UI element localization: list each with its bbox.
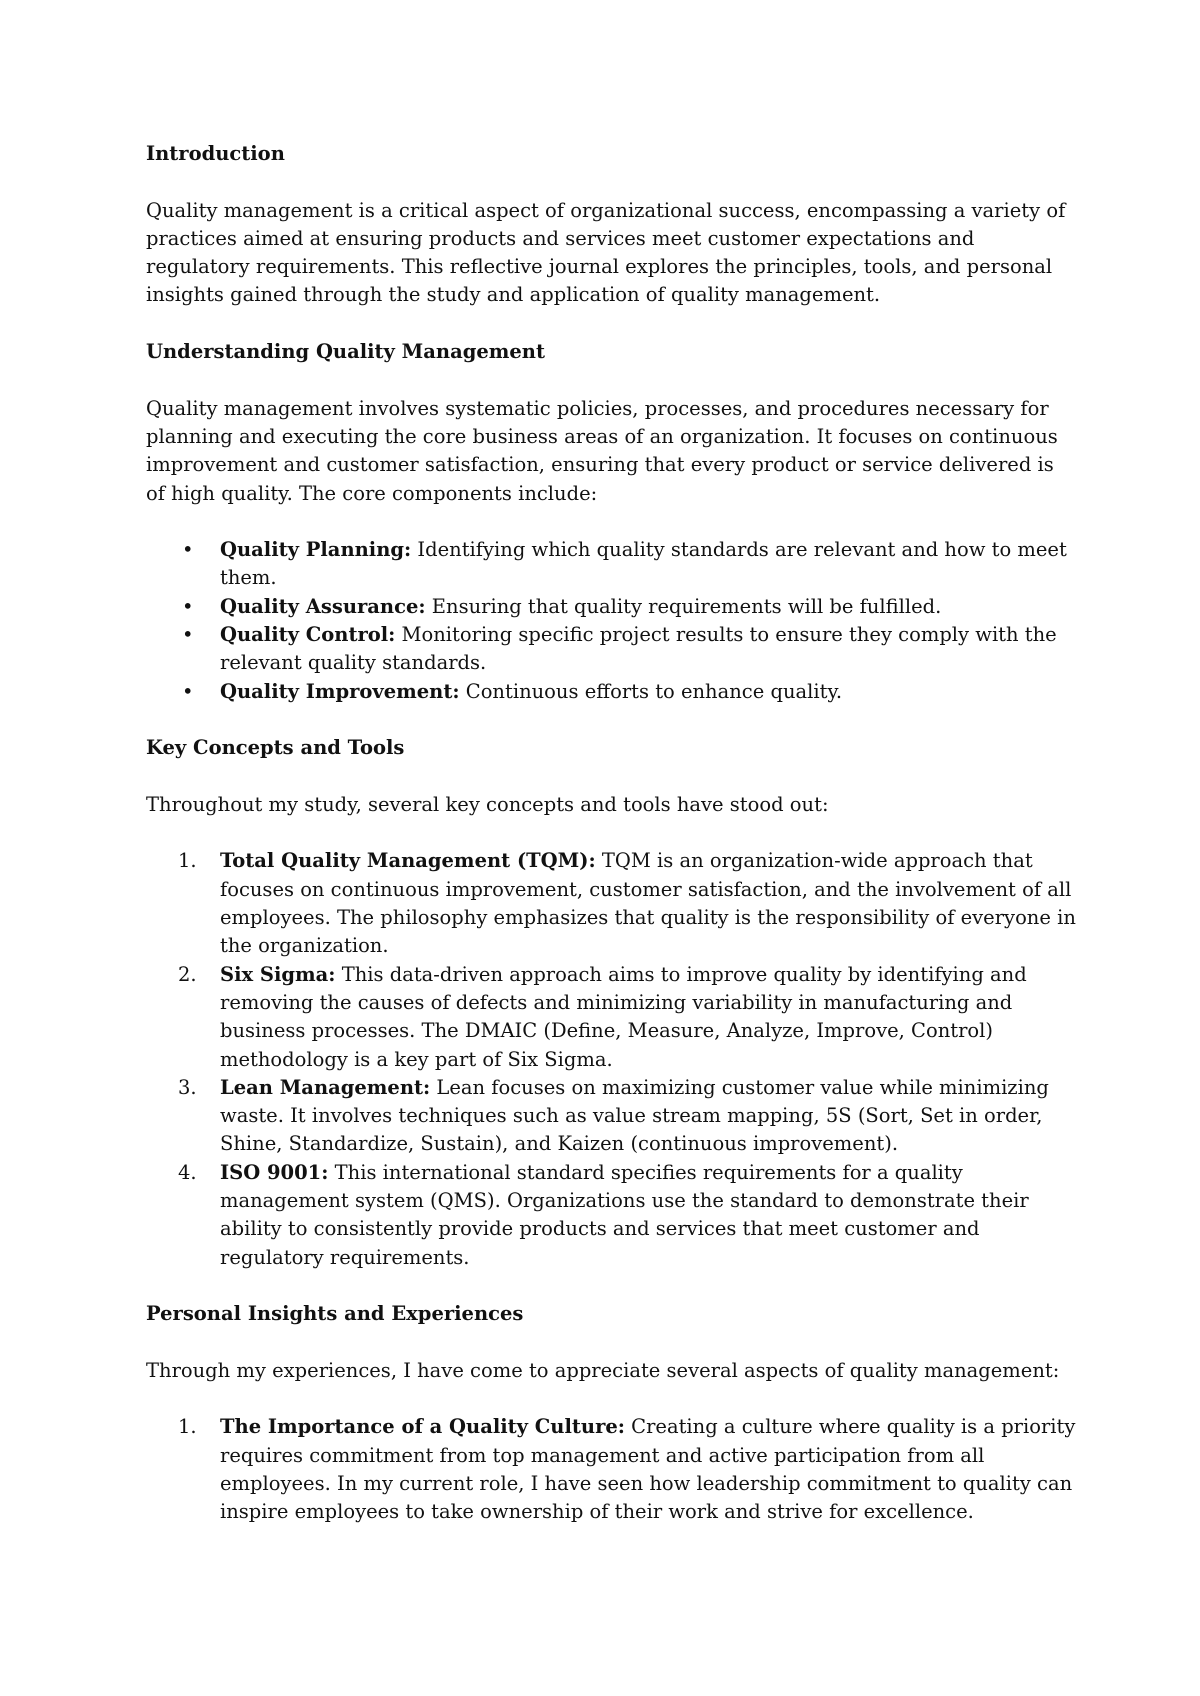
bullet-icon: •: [182, 594, 194, 618]
list-item-text: Monitoring specific project results to ensure they comply with the relevant quality standards.: [220, 623, 1057, 675]
list-item-term: Quality Improvement:: [220, 679, 460, 703]
list-item-term: ISO 9001:: [220, 1160, 329, 1184]
list-item-text: Continuous efforts to enhance quality.: [459, 679, 843, 703]
paragraph-introduction: Quality management is a critical aspect of organizational success, encompassing a variety of practices aimed at ensuring products and services meet customer expectations and regulatory requirements. This reflective journal explores the principles, tools, and personal insights gained through the study and application of quality management.: [146, 198, 1066, 307]
spacer: [146, 168, 1076, 196]
list-item: [178, 961, 1076, 1074]
list-item-text: Lean focuses on maximizing customer value while minimizing waste. It involves techniques such as value stream mapping, 5S (Sort, Set in order, Shine, Standardize, Sustain), and Kaizen (continuous improvement).: [220, 1075, 1049, 1156]
heading-personal-insights: Personal Insights and Experiences: [146, 1302, 524, 1326]
list-item-term: Quality Control:: [220, 623, 396, 647]
list-item: [182, 678, 1076, 706]
spacer: [146, 706, 1076, 734]
spacer: [146, 763, 1076, 791]
spacer: [146, 1272, 1076, 1300]
spacer: [146, 1385, 1076, 1413]
list-number: 2.: [178, 962, 197, 986]
list-item-text: Ensuring that quality requirements will be fulfilled.: [425, 594, 942, 618]
list-number: 1.: [178, 1415, 197, 1439]
list-item: [182, 593, 1076, 621]
list-item-text: Identifying which quality standards are relevant and how to meet them.: [220, 538, 1067, 590]
bullet-icon: •: [182, 679, 194, 703]
paragraph-understanding: Quality management involves systematic policies, processes, and procedures necessary for planning and executing the core business areas of an organization. It focuses on continuous improvement and customer satisfaction, ensuring that every product or service delivered is of high quality. The core components include:: [146, 396, 1058, 505]
spacer: [146, 366, 1076, 394]
list-item: [178, 1159, 1076, 1272]
spacer: [146, 819, 1076, 847]
list-item: [178, 847, 1076, 960]
paragraph-personal-insights: Through my experiences, I have come to appreciate several aspects of quality management:: [146, 1358, 1060, 1382]
core-components-list: [146, 536, 1076, 706]
list-item: [182, 621, 1076, 678]
list-item: [178, 1413, 1076, 1526]
spacer: [146, 508, 1076, 536]
list-item-term: Quality Assurance:: [220, 594, 426, 618]
list-item-text: Creating a culture where quality is a priority requires commitment from top management and active participation from all employees. In my current role, I have seen how leadership commitment to quality can inspire employees to take ownership of their work and strive for excellence.: [220, 1415, 1076, 1524]
list-number: 1.: [178, 849, 197, 873]
bullet-icon: •: [182, 623, 194, 647]
list-item-term: Total Quality Management (TQM):: [220, 849, 596, 873]
key-concepts-list: [146, 847, 1076, 1271]
list-item-text: This international standard specifies requirements for a quality management system (QMS). Organizations use the standard to demonstrate their ability to consistently provide products and services that meet customer and regulatory requirements.: [220, 1160, 1029, 1269]
list-item-text: TQM is an organization-wide approach that focuses on continuous improvement, customer satisfaction, and the involvement of all employees. The philosophy emphasizes that quality is the responsibility of everyone in the organization.: [220, 849, 1076, 958]
list-item-term: The Importance of a Quality Culture:: [220, 1415, 625, 1439]
personal-insights-list: [146, 1413, 1076, 1526]
heading-understanding: Understanding Quality Management: [146, 340, 545, 364]
list-item: [182, 536, 1076, 593]
bullet-icon: •: [182, 538, 194, 562]
document-page: [146, 140, 1076, 1527]
list-number: 4.: [178, 1160, 197, 1184]
paragraph-key-concepts: Throughout my study, several key concepts and tools have stood out:: [146, 792, 829, 816]
spacer: [146, 310, 1076, 338]
list-item-term: Quality Planning:: [220, 538, 412, 562]
list-item-term: Lean Management:: [220, 1075, 431, 1099]
list-item-term: Six Sigma:: [220, 962, 336, 986]
list-number: 3.: [178, 1075, 197, 1099]
spacer: [146, 1328, 1076, 1356]
heading-key-concepts: Key Concepts and Tools: [146, 736, 405, 760]
list-item-text: This data-driven approach aims to improve quality by identifying and removing the causes of defects and minimizing variability in manufacturing and business processes. The DMAIC (Define, Measure, Analyze, Improve, Control) methodology is a key part of Six Sigma.: [220, 962, 1027, 1071]
heading-introduction: Introduction: [146, 142, 285, 165]
list-item: [178, 1074, 1076, 1159]
